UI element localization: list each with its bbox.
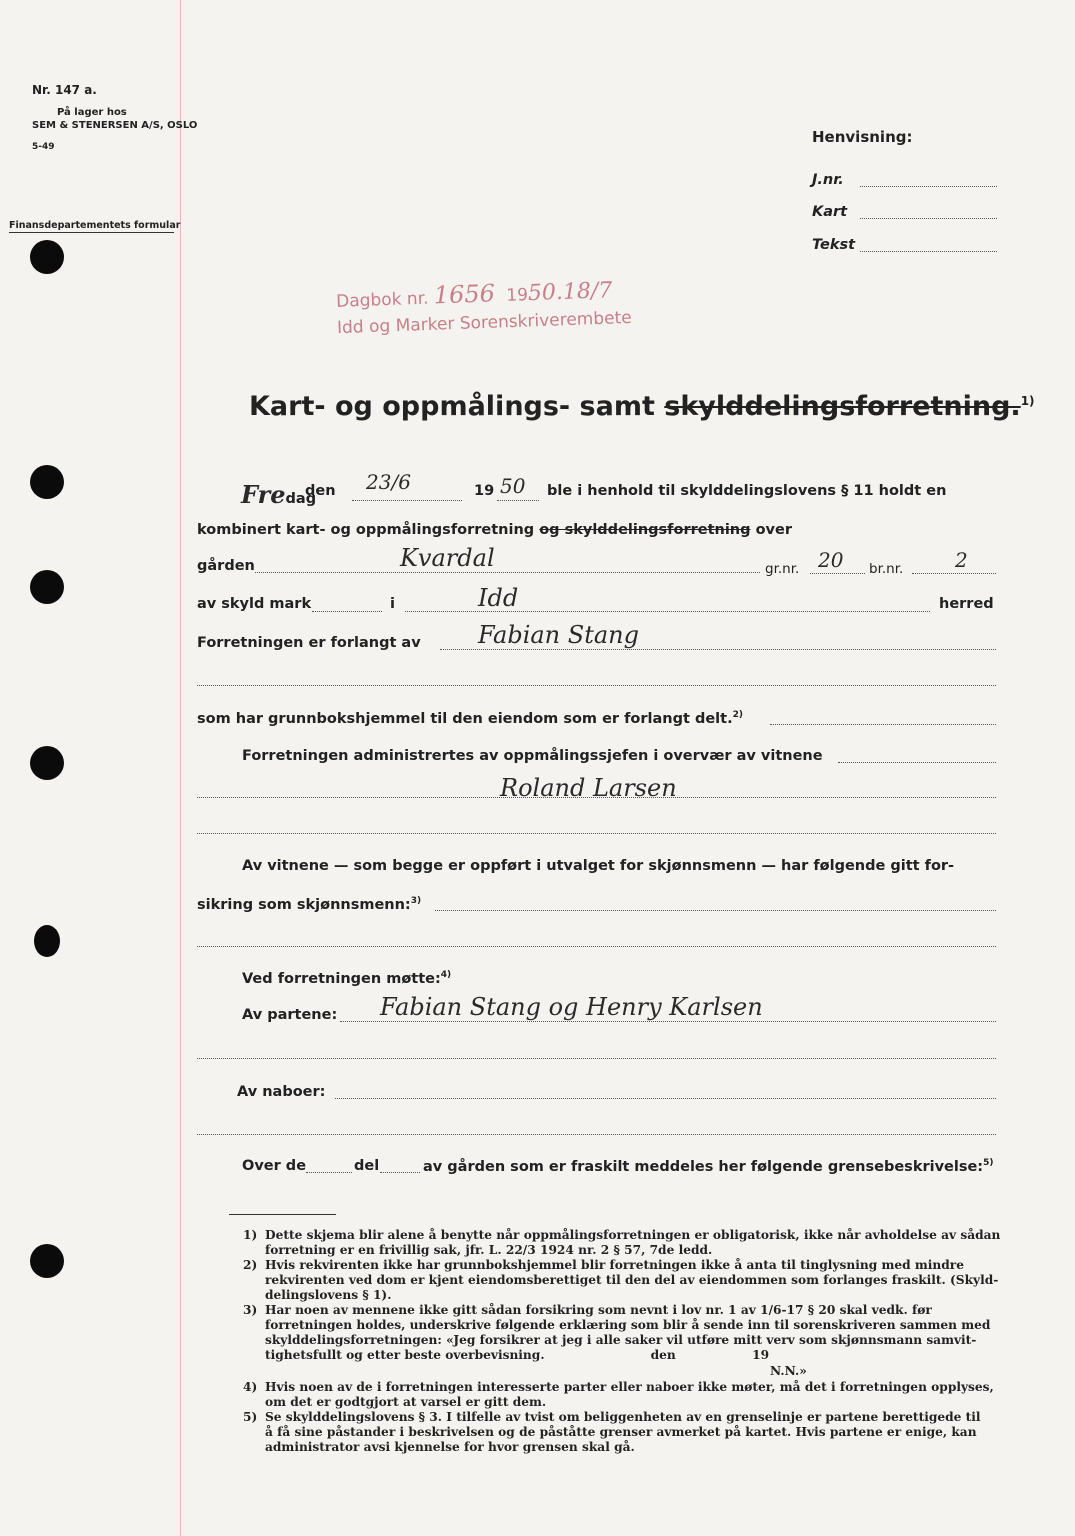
- footnote-3-line: forretningen holdes, underskrive følgende erklæring som blir å sende inn til sorenskriveren sammen med: [265, 1318, 991, 1332]
- line2-struck: og skylddelingsforretning: [539, 522, 751, 538]
- footnote-3-line: skylddelingsforretningen: «Jeg forsikrer at jeg i alle saker vil utføre mitt verv som skjønnsmann samvit-: [265, 1333, 977, 1347]
- form-owner: Finansdepartementets formular: [9, 220, 181, 231]
- grense-main: av gården som er fraskilt meddeles her følgende grensebeskrivelse:: [423, 1158, 984, 1175]
- grunnbok-main: som har grunnbokshjemmel til den eiendom som er forlangt delt.: [197, 710, 733, 727]
- vitnene-line2: [197, 896, 421, 913]
- jnr-label: J.nr.: [812, 172, 844, 188]
- mote-label: [242, 970, 451, 987]
- diary-stamp-line1: [336, 275, 613, 313]
- vitnene-line1: Av vitnene — som begge er oppført i utvalget for skjønnsmenn — har følgende gitt for-: [242, 858, 955, 874]
- grunnbok-footnote: 2): [732, 710, 743, 720]
- garden-value: Kvardal: [400, 544, 495, 572]
- stamp-year: 50.: [527, 279, 564, 307]
- over-de-field: [306, 1172, 352, 1173]
- grnr-label: gr.nr.: [765, 561, 800, 577]
- brnr-label: br.nr.: [869, 561, 904, 577]
- den-label: den: [305, 483, 336, 499]
- footnote-5-line: å få sine påstander i beskrivelsen og de påståtte grenser avmerket på kartet. Hvis partene er enige, kan: [265, 1425, 977, 1439]
- mote-footnote: 4): [440, 970, 452, 980]
- forlangt-value: Fabian Stang: [478, 621, 639, 649]
- skyld-field: [312, 611, 382, 612]
- herred-value: Idd: [478, 584, 519, 612]
- title-main: Kart- og oppmålings- samt: [249, 391, 655, 422]
- partene-field: [340, 1021, 996, 1022]
- forlangt-field: [440, 649, 996, 650]
- kart-label: Kart: [812, 204, 848, 220]
- skyld-label: av skyld mark: [197, 596, 312, 612]
- naboer-field-2: [197, 1134, 996, 1135]
- reference-heading: Henvisning:: [812, 128, 913, 146]
- vitnene-line2-text: sikring som skjønnsmenn:: [197, 896, 411, 913]
- binder-hole: [30, 240, 64, 274]
- footnote-5-mark: 5): [243, 1410, 258, 1424]
- title-footnote: 1): [1020, 394, 1035, 408]
- tekst-field: [860, 251, 997, 252]
- grnr-field: [810, 573, 865, 574]
- over-de-label: Over de: [242, 1158, 307, 1174]
- vitnene-footnote: 3): [410, 896, 422, 906]
- forlangt-field-2: [197, 685, 996, 686]
- date-field: [352, 500, 462, 501]
- footnote-4-line: om det er godtgjort at varsel er gitt dem.: [265, 1395, 547, 1409]
- naboer-label: Av naboer:: [237, 1084, 326, 1100]
- admin-field: [838, 762, 996, 763]
- grense-text: [423, 1158, 994, 1175]
- forlangt-label: Forretningen er forlangt av: [197, 635, 421, 651]
- form-owner-rule: [9, 232, 174, 233]
- binder-hole: [30, 746, 64, 780]
- footnote-2-mark: 2): [243, 1258, 258, 1272]
- form-number: Nr. 147 a.: [32, 83, 97, 97]
- garden-label: gården: [197, 558, 255, 574]
- publisher-line2: SEM & STENERSEN A/S, OSLO: [32, 120, 198, 131]
- mote-text: Ved forretningen møtte:: [242, 970, 441, 987]
- footnote-5-line: administrator avsi kjennelse for hvor grensen skal gå.: [265, 1440, 635, 1454]
- publisher-line1: På lager hos: [57, 107, 127, 118]
- brnr-field: [912, 573, 996, 574]
- footnote-3-line: Har noen av mennene ikke gitt sådan forsikring som nevnt i lov nr. 1 av 1/6-17 § 20 skal vedk. før: [265, 1303, 932, 1317]
- day-hand: Fre: [241, 480, 286, 509]
- i-label: i: [390, 596, 395, 612]
- stamp-prefix: Dagbok nr.: [335, 288, 429, 312]
- stamp-year-prefix: 19: [505, 285, 529, 306]
- partene-field-2: [197, 1058, 996, 1059]
- footnote-3-signature: N.N.»: [770, 1364, 807, 1378]
- grunnbok-field: [770, 724, 996, 725]
- footnote-4-line: Hvis noen av de i forretningen interesserte parter eller naboer ikke møter, må det i forretningen opplyses,: [265, 1380, 994, 1394]
- day-print: dag: [285, 491, 317, 507]
- footnote-3-line: tighetsfullt og etter beste overbevisning. den 19: [265, 1348, 770, 1362]
- footnote-1-line: forretning er en frivillig sak, jfr. L. 22/3 1924 nr. 2 § 57, 7de ledd.: [265, 1243, 713, 1257]
- partene-label: Av partene:: [242, 1007, 338, 1023]
- line2-main: kombinert kart- og oppmålingsforretning: [197, 522, 535, 538]
- binder-hole: [30, 1244, 64, 1278]
- stamp-date: 18/7: [562, 278, 613, 305]
- year-hand: 50: [500, 474, 526, 498]
- footnote-1-line: Dette skjema blir alene å benytte når oppmålingsforretningen er obligatorisk, ikke når avholdelse av sådan: [265, 1228, 1001, 1242]
- grense-footnote: 5): [983, 1158, 994, 1168]
- admin-text: Forretningen administrertes av oppmålingssjefen i overvær av vitnene: [242, 748, 823, 764]
- line2: [197, 522, 792, 538]
- vitnene-field: [435, 910, 996, 911]
- footnote-3-mark: 3): [243, 1303, 258, 1317]
- footnote-rule: [229, 1214, 336, 1215]
- date-hand: 23/6: [366, 470, 411, 494]
- tekst-label: Tekst: [812, 237, 856, 253]
- kart-field: [860, 218, 997, 219]
- witness-field-2: [197, 833, 996, 834]
- witness-value: Roland Larsen: [500, 774, 677, 802]
- binder-hole: [30, 465, 64, 499]
- year-print: 19: [474, 483, 495, 499]
- publisher-code: 5-49: [32, 142, 55, 152]
- footnote-2-line: delingslovens § 1).: [265, 1288, 392, 1302]
- stamp-number: 1656: [433, 279, 496, 310]
- footnote-2-line: Hvis rekvirenten ikke har grunnbokshjemmel blir forretningen ikke å anta til tinglysning med mindre: [265, 1258, 964, 1272]
- del-field: [380, 1172, 420, 1173]
- line2-end: over: [755, 522, 792, 538]
- line1-rest: ble i henhold til skylddelingslovens § 11 holdt en: [547, 483, 947, 499]
- naboer-field: [335, 1098, 996, 1099]
- garden-field: [255, 572, 760, 573]
- vitnene-field-2: [197, 946, 996, 947]
- footnote-1-mark: 1): [243, 1228, 258, 1242]
- witness-field: [197, 797, 996, 798]
- footnote-4-mark: 4): [243, 1380, 258, 1394]
- jnr-field: [860, 186, 997, 187]
- del-label: del: [354, 1158, 380, 1174]
- footnote-5-line: Se skylddelingslovens § 3. I tilfelle av tvist om beliggenheten av en grenselinje er partene berettigede til: [265, 1410, 981, 1424]
- diary-stamp-line2: Idd og Marker Sorenskriverembete: [336, 307, 633, 339]
- document-title: [249, 391, 1035, 422]
- binder-hole: [30, 570, 64, 604]
- year-field: [497, 500, 539, 501]
- grunnbok-text: [197, 710, 743, 727]
- herred-label: herred: [939, 596, 994, 612]
- partene-value: Fabian Stang og Henry Karlsen: [380, 993, 763, 1021]
- title-struck: skylddelingsforretning.: [664, 391, 1021, 422]
- binder-hole: [34, 925, 60, 957]
- brnr-value: 2: [955, 548, 968, 572]
- footnote-2-line: rekvirenten ved dom er kjent eiendomsberettiget til den del av eiendommen som forlanges fraskilt. (Skyld-: [265, 1273, 999, 1287]
- grnr-value: 20: [818, 548, 844, 572]
